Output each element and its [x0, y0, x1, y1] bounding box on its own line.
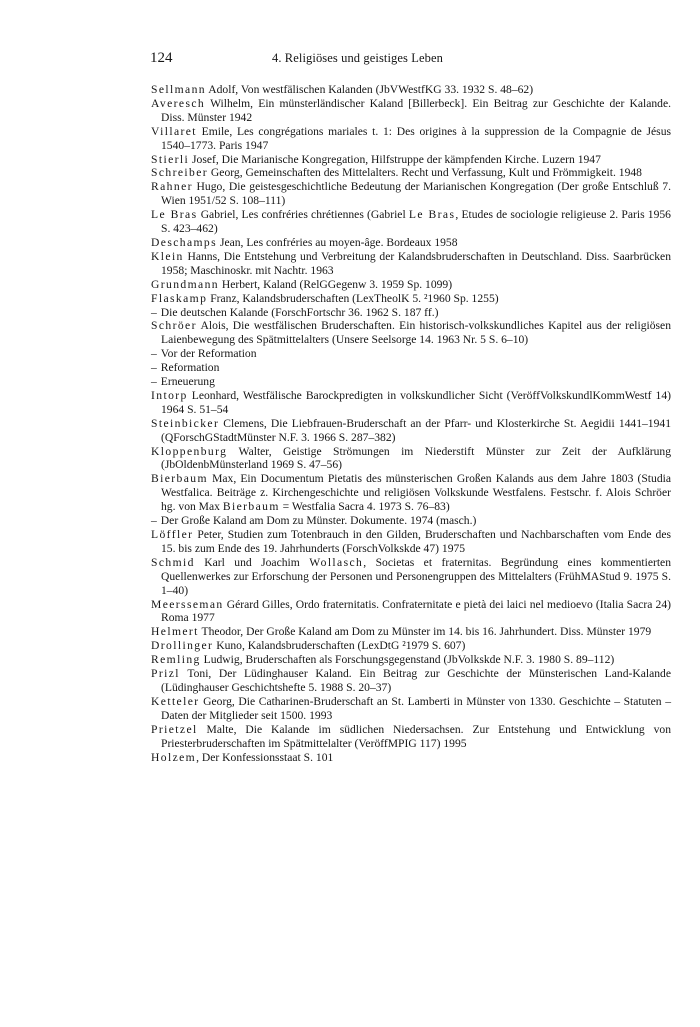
entry-text: Peter, Studien zum Totenbrauch in den Gilden, Bruderschaften und Nachbarschaften vom Ende des 15. bis zum Ende des 19. Jahrhunderts (ForschVolkskde 47) 1975: [161, 528, 671, 555]
entry-author: Le Bras: [151, 208, 198, 222]
entry-author: Prizl: [151, 667, 180, 681]
bibliography-entry: [151, 722, 671, 751]
entry-author: Grundmann: [151, 277, 219, 291]
entry-text-continued: = Westfalia Sacra 4. 1973 S. 76–83): [279, 500, 450, 514]
entry-dash: –: [151, 305, 157, 319]
entry-author: Drollinger: [151, 639, 214, 653]
bibliography-entry: [151, 444, 671, 473]
bibliography-entry: [151, 667, 671, 695]
entry-spaced-name: Wollasch: [309, 555, 364, 569]
entry-author: Kloppenburg: [151, 444, 228, 458]
bibliography-entry: [151, 166, 671, 180]
entry-author: Schmid: [151, 555, 195, 569]
entry-text: Kuno, Kalandsbruderschaften (LexDtG ²1979 S. 607): [213, 639, 466, 653]
entry-text: Max, Ein Documentum Pietatis des münsterischen Großen Kalands aus dem Jahre 1803 (Studia Westfalica. Beiträge z. Kirchengeschichte und religiösen Volkskunde Westfalens. Festschr. f. Alois Schröer hg. von Max: [161, 472, 671, 514]
bibliography-entry: [151, 291, 671, 306]
entry-author: Schröer: [151, 319, 197, 333]
bibliography-entry: [151, 347, 671, 361]
entry-text: Erneuerung: [160, 375, 215, 389]
entry-text: Josef, Die Marianische Kongregation, Hilfstruppe der kämpfenden Kirche. Luzern 1947: [189, 152, 601, 166]
entry-text: Herbert, Kaland (RelGGegenw 3. 1959 Sp. 1099): [218, 277, 453, 291]
entry-text: Adolf, Von westfälischen Kalanden (JbVWestfKG 33. 1932 S. 48–62): [206, 83, 534, 96]
bibliography-entry: [151, 639, 671, 653]
entry-text: Toni, Der Lüdinghauser Kaland. Ein Beitrag zur Geschichte der Münsterischen Land-Kalande (Lüdinghauser Geschichtshefte 5. 1988 S. 20–37): [161, 667, 671, 694]
entry-text: Der Große Kaland am Dom zu Münster. Dokumente. 1974 (masch.): [160, 514, 477, 528]
entry-text: Ludwig, Bruderschaften als Forschungsgegenstand (JbVolkskde N.F. 3. 1980 S. 89–112): [200, 653, 615, 667]
bibliography-entry: [151, 96, 671, 125]
entry-author: Holzem: [151, 750, 197, 764]
entry-text: Wilhelm, Ein münsterländischer Kaland [Billerbeck]. Ein Beitrag zur Geschichte der Kalande. Diss. Münster 1942: [161, 96, 671, 124]
entry-author: Rahner: [151, 180, 193, 194]
entry-author: Flaskamp: [151, 291, 208, 305]
entry-dash: –: [151, 347, 157, 361]
running-head: 4. Religiöses und geistiges Leben: [272, 51, 443, 65]
entry-text: Franz, Kalandsbruderschaften (LexTheolK 5. ²1960 Sp. 1255): [207, 291, 499, 305]
bibliography-entry: [151, 180, 671, 208]
entry-text-continued: , Societas et fraternitas. Begründung eines kommentierten Quellenwerkes zur Erforschung der Personen und Personengruppen des Mittelalters (FrühMAStud 9. 1975 S. 1–40): [161, 555, 671, 597]
entry-author: Meersseman: [151, 597, 224, 611]
entry-text: Jean, Les confréries au moyen-âge. Bordeaux 1958: [217, 235, 458, 249]
bibliography-entry: [151, 83, 671, 97]
entry-text: Hugo, Die geistesgeschichtliche Bedeutung der Marianischen Kongregation (Der große Entschluß 7. Wien 1951/52 S. 108–111): [161, 180, 671, 208]
bibliography-entry: [151, 375, 671, 389]
entry-text: Hanns, Die Entstehung und Verbreitung der Kalandsbruderschaften in Deutschland. Diss. Saarbrücken 1958; Maschinoskr. mit Nachtr. 1963: [161, 249, 671, 277]
entry-text: Leonhard, Westfälische Barockpredigten in volkskundlicher Sicht (VeröffVolkskundlKommWestf 14) 1964 S. 51–54: [161, 388, 671, 416]
entry-text: Walter, Geistige Strömungen im Niederstift Münster zur Zeit der Aufklärung (JbOldenbMünsterland 1969 S. 47–56): [161, 444, 671, 472]
bibliography-entry: [151, 277, 671, 292]
entry-text: Die deutschen Kalande (ForschFortschr 36. 1962 S. 187 ff.): [160, 305, 439, 319]
bibliography-entry: [151, 124, 671, 153]
entry-author: Prietzel: [151, 722, 198, 736]
bibliography-entry: [151, 528, 671, 556]
entry-author: Averesch: [151, 96, 206, 110]
bibliography-entry: [151, 472, 671, 514]
bibliography-entry: [151, 388, 671, 417]
entry-author: Löffler: [151, 528, 194, 541]
bibliography-entry: [151, 514, 671, 528]
entry-author: Stierli: [151, 152, 190, 166]
entry-spaced-name: Bierbaum: [222, 500, 280, 514]
bibliography-entry: [151, 750, 671, 765]
bibliography-entry: [151, 653, 671, 667]
entry-author: Ketteler: [151, 694, 200, 708]
entry-author: Sellmann: [151, 83, 206, 96]
bibliography-entry: [151, 597, 671, 626]
entry-text: Gabriel, Les confréries chrétiennes (Gabriel: [197, 208, 409, 222]
entry-author: Steinbicker: [151, 416, 220, 430]
entry-text: Emile, Les congrégations mariales t. 1: Des origines à la suppression de la Compagnie de Jésus 1540–1773. Paris 1947: [161, 124, 671, 152]
entry-text: Reformation: [160, 361, 220, 375]
bibliography-entry: [151, 152, 671, 167]
entry-author: Deschamps: [151, 235, 218, 249]
entry-text: Georg, Die Catharinen-Bruderschaft an St. Lamberti in Münster von 1330. Geschichte – Statuten – Daten der Mitglieder seit 1500. 1993: [161, 694, 671, 722]
bibliography-entry: [151, 625, 671, 639]
bibliography-entry: [151, 694, 671, 723]
entry-author: Helmert: [151, 625, 199, 639]
entry-spaced-name: Le Bras: [408, 208, 456, 222]
entry-text: Alois, Die westfälischen Bruderschaften. Ein historisch-volkskundliches Kapitel aus der religiösen Laienbewegung des Spätmittelalters (Unsere Seelsorge 14. 1963 Nr. 5 S. 6–10): [161, 319, 671, 347]
bibliography-entry: [151, 249, 671, 278]
entry-author: Intorp: [151, 388, 188, 402]
entry-author: Bierbaum: [151, 472, 208, 486]
entry-author: Villaret: [151, 124, 197, 138]
entry-text: Vor der Reformation: [160, 347, 257, 361]
entry-author: Remling: [151, 653, 201, 667]
entry-text: , Der Konfessionsstaat S. 101: [196, 750, 334, 764]
entry-text: Theodor, Der Große Kaland am Dom zu Münster im 14. bis 16. Jahrhundert. Diss. Münster 1979: [198, 625, 652, 639]
entry-text: Georg, Gemeinschaften des Mittelalters. Recht und Verfassung, Kult und Frömmigkeit. 1948: [208, 166, 642, 180]
bibliography-entry: [151, 361, 671, 375]
entry-dash: –: [151, 514, 157, 528]
entry-author: Schreiber: [151, 166, 209, 180]
bibliography-entry: [151, 416, 671, 445]
entry-dash: –: [151, 375, 157, 389]
entry-author: Klein: [151, 249, 184, 263]
entry-text-continued: , Etudes de sociologie religieuse 2. Paris 1956 S. 423–462): [161, 208, 671, 236]
entry-text: Malte, Die Kalande im südlichen Niedersachsen. Zur Entstehung und Entwicklung von Priesterbruderschaften im Spätmittelalter (VeröffMPIG 117) 1995: [161, 722, 671, 750]
bibliography-entry: [151, 305, 671, 320]
bibliography-entry: [151, 555, 671, 598]
entry-text: Karl und Joachim: [194, 555, 310, 569]
entry-text: Clemens, Die Liebfrauen-Bruderschaft an der Pfarr- und Klosterkirche St. Aegidii 1441–1941 (QForschGStadtMünster N.F. 3. 1966 S. 287–382): [161, 416, 671, 444]
page-number: 124: [150, 50, 173, 66]
bibliography-list: [151, 83, 671, 764]
bibliography-entry: [151, 235, 671, 250]
entry-dash: –: [151, 361, 157, 375]
bibliography-entry: [151, 208, 671, 236]
bibliography-entry: [151, 319, 671, 347]
entry-text: Gérard Gilles, Ordo fraternitatis. Confraternitate e pietà dei laici nel medioevo (Italia Sacra 24) Roma 1977: [161, 597, 671, 625]
